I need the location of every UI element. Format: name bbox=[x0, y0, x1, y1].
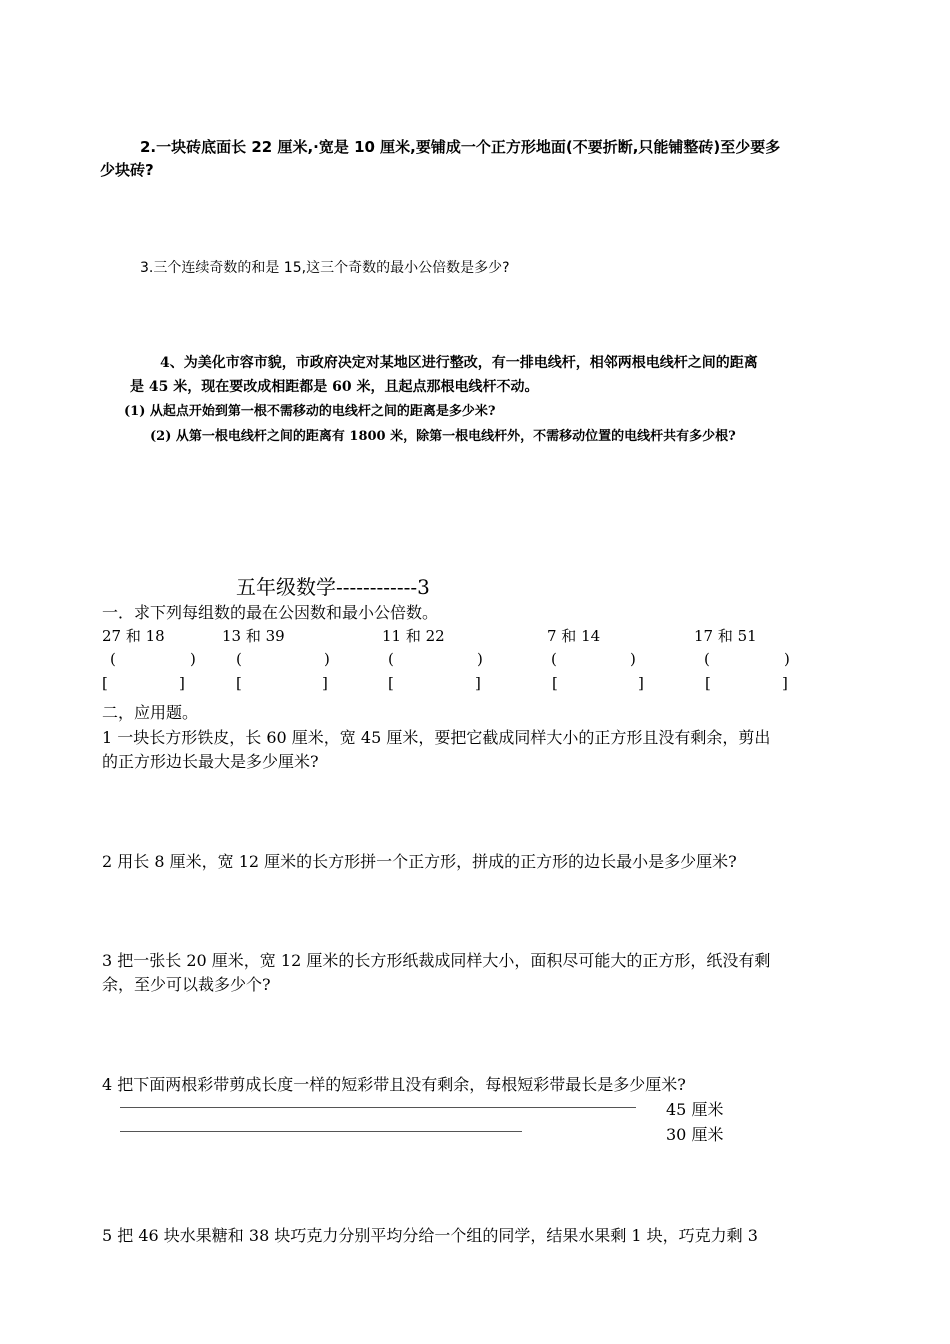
lcm-answer-row bbox=[0, 674, 950, 696]
bracket-open: [ bbox=[705, 674, 711, 692]
problem-1-line2: 的正方形边长最大是多少厘米? bbox=[102, 752, 319, 771]
ribbon-45-label: 45 厘米 bbox=[666, 1100, 724, 1119]
paren-open: ( bbox=[551, 650, 557, 668]
bracket-close: ] bbox=[179, 674, 185, 692]
q3-text: 3.三个连续奇数的和是 15,这三个奇数的最小公倍数是多少? bbox=[140, 260, 510, 276]
paren-open: ( bbox=[388, 650, 394, 668]
problem-4: 4 把下面两根彩带剪成长度一样的短彩带且没有剩余，每根短彩带最长是多少厘米? bbox=[102, 1075, 686, 1094]
bracket-close: ] bbox=[638, 674, 644, 692]
part2-heading: 二，应用题。 bbox=[102, 703, 199, 722]
pair-3: 11 和 22 bbox=[382, 627, 445, 645]
problem-3-line2: 余，至少可以裁多少个? bbox=[102, 975, 271, 994]
pair-5: 17 和 51 bbox=[694, 627, 757, 645]
gcd-answer-row bbox=[0, 650, 950, 672]
problem-5: 5 把 46 块水果糖和 38 块巧克力分别平均分给一个组的同学，结果水果剩 1 块，巧克力剩 3 bbox=[102, 1226, 758, 1245]
paren-open: ( bbox=[704, 650, 710, 668]
bracket-open: [ bbox=[552, 674, 558, 692]
pair-1: 27 和 18 bbox=[102, 627, 165, 645]
part1-heading: 一．求下列每组数的最在公因数和最小公倍数。 bbox=[102, 603, 439, 622]
paren-open: ( bbox=[236, 650, 242, 668]
q4-line1: 4、为美化市容市貌，市政府决定对某地区进行整改，有一排电线杆，相邻两根电线杆之间的距离 bbox=[160, 355, 758, 371]
bracket-close: ] bbox=[475, 674, 481, 692]
paren-open: ( bbox=[110, 650, 116, 668]
q4-line2: 是 45 米，现在要改成相距都是 60 米，且起点那根电线杆不动。 bbox=[130, 379, 539, 395]
paren-close: ) bbox=[477, 650, 483, 668]
q4-sub1: (1) 从起点开始到第一根不需移动的电线杆之间的距离是多少米? bbox=[124, 404, 496, 419]
section-title: 五年级数学------------3 bbox=[236, 575, 430, 599]
problem-3-line1: 3 把一张长 20 厘米，宽 12 厘米的长方形纸裁成同样大小，面积尽可能大的正方形，纸没有剩 bbox=[102, 951, 771, 970]
q2-line2: 少块砖? bbox=[100, 161, 154, 179]
paren-close: ) bbox=[630, 650, 636, 668]
paren-close: ) bbox=[190, 650, 196, 668]
bracket-open: [ bbox=[236, 674, 242, 692]
ribbon-30-label: 30 厘米 bbox=[666, 1125, 724, 1144]
bracket-close: ] bbox=[782, 674, 788, 692]
pairs-row bbox=[0, 625, 950, 647]
q4-sub2: (2) 从第一根电线杆之间的距离有 1800 米，除第一根电线杆外，不需移动位置的电线杆共有多少根? bbox=[150, 429, 736, 444]
ribbon-30 bbox=[120, 1131, 522, 1132]
bracket-close: ] bbox=[322, 674, 328, 692]
problem-1-line1: 1 一块长方形铁皮，长 60 厘米，宽 45 厘米，要把它截成同样大小的正方形且没有剩余，剪出 bbox=[102, 728, 771, 747]
ribbon-45 bbox=[120, 1107, 636, 1108]
q2-line1: 2.一块砖底面长 22 厘米,·宽是 10 厘米,要铺成一个正方形地面(不要折断,只能铺整砖)至少要多 bbox=[140, 138, 781, 156]
pair-2: 13 和 39 bbox=[222, 627, 285, 645]
paren-close: ) bbox=[324, 650, 330, 668]
problem-2: 2 用长 8 厘米，宽 12 厘米的长方形拼一个正方形，拼成的正方形的边长最小是多少厘米? bbox=[102, 852, 737, 871]
bracket-open: [ bbox=[388, 674, 394, 692]
bracket-open: [ bbox=[102, 674, 108, 692]
pair-4: 7 和 14 bbox=[547, 627, 601, 645]
paren-close: ) bbox=[784, 650, 790, 668]
